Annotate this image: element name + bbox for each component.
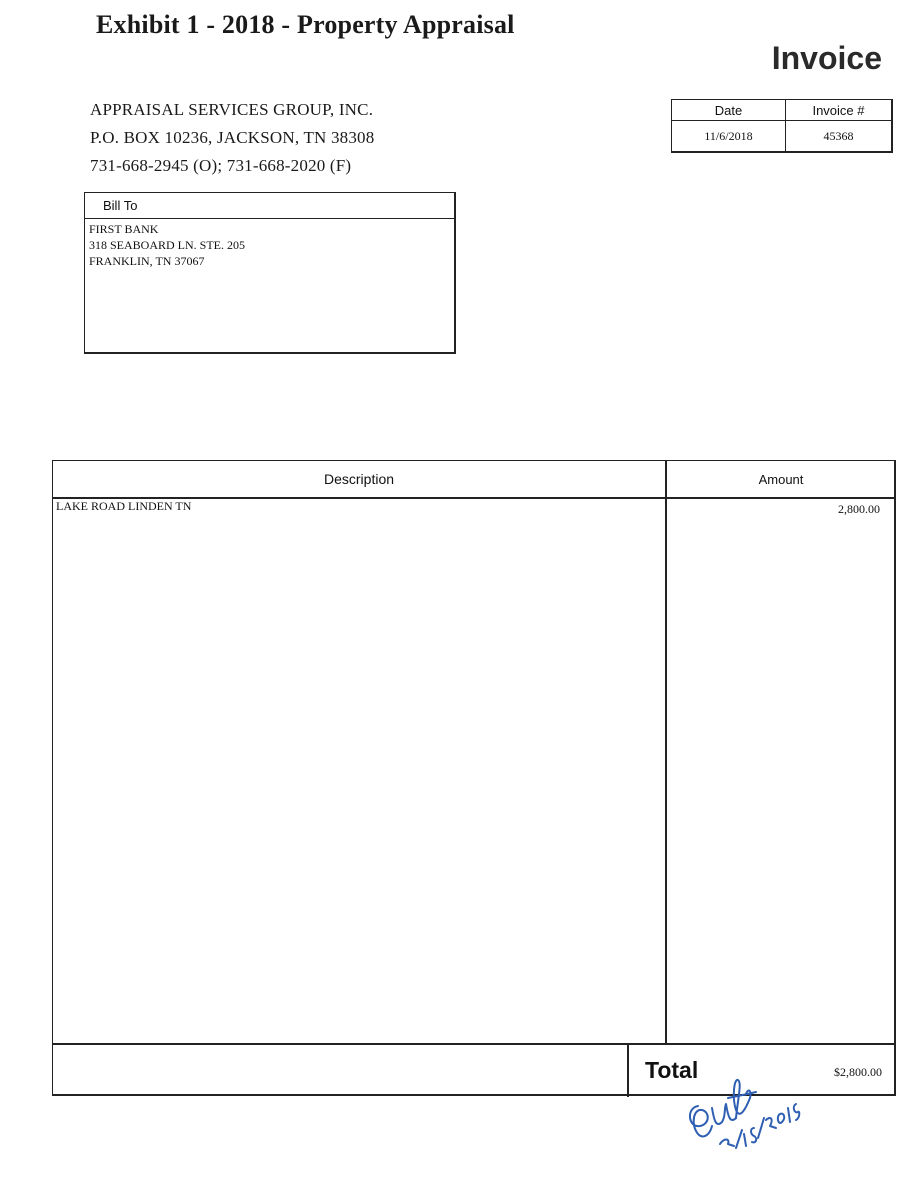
bill-to-line: 318 SEABOARD LN. STE. 205 (89, 238, 246, 252)
line-item-description: LAKE ROAD LINDEN TN (56, 499, 192, 513)
line-items-table (52, 460, 896, 1096)
bill-to-line: FIRST BANK (89, 222, 159, 236)
invoice-meta-table (671, 99, 893, 153)
total-column-divider (627, 1043, 629, 1097)
company-phone: 731-668-2945 (O); 731-668-2020 (F) (90, 156, 352, 175)
bill-to-header: Bill To (85, 193, 454, 219)
bill-to-box (84, 192, 456, 354)
total-value: $2,800.00 (834, 1065, 882, 1079)
amount-header: Amount (758, 471, 804, 487)
exhibit-title: Exhibit 1 - 2018 - Property Appraisal (96, 10, 515, 39)
company-name: APPRAISAL SERVICES GROUP, INC. (90, 100, 374, 119)
handwritten-signature (680, 1068, 820, 1150)
bill-to-address (85, 219, 454, 269)
bill-to-line: FRANKLIN, TN 37067 (89, 254, 205, 268)
column-divider (665, 461, 667, 1043)
invoice-number-header: Invoice # (786, 100, 891, 121)
line-item-amount: 2,800.00 (838, 502, 880, 516)
description-header: Description (323, 471, 395, 487)
company-address: P.O. BOX 10236, JACKSON, TN 38308 (90, 128, 375, 147)
invoice-number-value: 45368 (823, 128, 854, 143)
invoice-heading: Invoice (771, 40, 882, 76)
company-block (90, 96, 374, 180)
date-header: Date (672, 100, 786, 121)
total-label: Total (645, 1057, 699, 1083)
total-divider (53, 1043, 894, 1045)
date-value: 11/6/2018 (672, 121, 786, 151)
